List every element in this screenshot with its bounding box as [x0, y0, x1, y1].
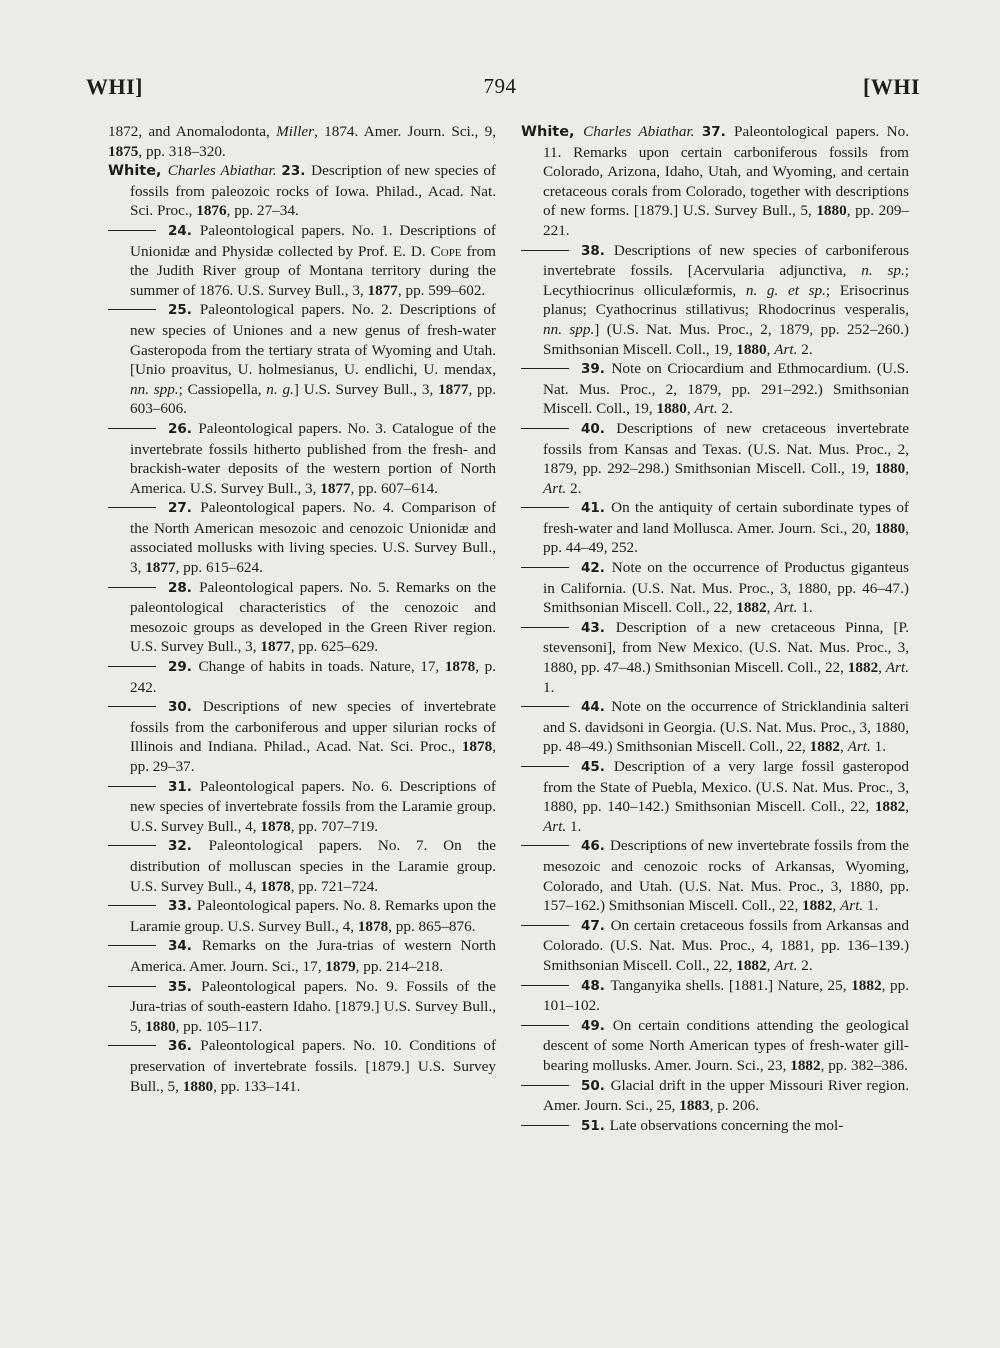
entry-text: 1872, and Anomalodonta, Miller, 1874. Amer. Journ. Sci., 9, 1875, pp. 318–320.: [108, 123, 496, 160]
bibliography-entry: [521, 916, 909, 976]
entry-text: Descriptions of new species of invertebrate fossils from the carboniferous and upper silurian rocks of Illinois and Indiana. Philad., Acad. Nat. Sci. Proc., 1878, pp. 29–37.: [130, 698, 497, 775]
right-column: [521, 122, 909, 1136]
ditto-dash: [521, 766, 569, 767]
entry-number: 23.: [281, 163, 312, 180]
ditto-dash: [521, 985, 569, 986]
entry-text: Tanganyika shells. [1881.] Nature, 25, 1882, pp. 101–102.: [543, 976, 909, 1015]
entry-text: On certain cretaceous fossils from Arkansas and Colorado. (U.S. Nat. Mus. Proc., 4, 1881, pp. 136–139.) Smithsonian Miscell. Coll., 22, 1882, Art. 2.: [543, 916, 909, 974]
entry-text: Description of a very large fossil gasteropod from the State of Puebla, Mexico. (U.S. Nat. Mus. Proc., 3, 1880, pp. 140–142.) Smithsonian Miscell. Coll., 22, 1882, Art. 1.: [543, 758, 909, 835]
ditto-dash: [108, 309, 156, 310]
bibliography-entry: [521, 419, 909, 498]
entry-number: 30.: [168, 699, 203, 716]
ditto-dash: [521, 567, 569, 568]
entry-text: On certain conditions attending the geological descent of some North American types of fresh-water gill-bearing mollusks. Amer. Journ. Sci., 23, 1882, pp. 382–386.: [543, 1016, 910, 1074]
author-name: White,: [108, 163, 168, 180]
entry-number: 26.: [168, 420, 199, 437]
entry-number: 43.: [581, 619, 616, 636]
entry-text: Note on the occurrence of Productus giganteus in California. (U.S. Nat. Mus. Proc., 3, 1880, pp. 46–47.) Smithsonian Miscell. Coll., 22, 1882, Art. 1.: [543, 559, 909, 617]
bibliography-entry: [521, 757, 909, 836]
bibliography-entry: [108, 578, 496, 657]
entry-text: Descriptions of new invertebrate fossils from the mesozoic and cenozoic rocks of Arkansas, Wyoming, Colorado, and Utah. (U.S. Nat. Mus. Proc., 3, 1880, pp. 157–162.) Smithsonian Miscell. Coll., 22, 1882, Art. 1.: [543, 837, 909, 915]
entry-number: 48.: [581, 977, 611, 994]
ditto-dash: [521, 845, 569, 846]
entry-number: 50.: [581, 1077, 611, 1094]
running-head-right: [WHI: [863, 74, 920, 99]
bibliography-entry: [108, 1036, 496, 1096]
bibliography-entry: [108, 498, 496, 577]
ditto-dash: [521, 1025, 569, 1026]
ditto-dash: [108, 666, 156, 667]
entry-text: Paleontological papers. No. 6. Descriptions of new species of invertebrate fossils from the Laramie group. U.S. Survey Bull., 4, 1878, pp. 707–719.: [130, 777, 496, 835]
entry-text: Paleontological papers. No. 1. Descriptions of Unionidæ and Physidæ collected by Prof. E. D. Cope from the Judith River group of Montana territory during the summer of 1876. U.S. Survey Bull., 3, 1877, pp. 599–602.: [130, 221, 496, 299]
entry-number: 44.: [581, 699, 612, 716]
bibliography-entry: [108, 161, 496, 221]
bibliography-entry: [108, 777, 496, 837]
entry-text: Descriptions of new cretaceous invertebrate fossils from Kansas and Texas. (U.S. Nat. Mus. Proc., 2, 1879, pp. 292–298.) Smithsonian Miscell. Coll., 19, 1880, Art. 2.: [543, 419, 909, 497]
entry-number: 28.: [168, 579, 200, 596]
ditto-dash: [108, 1045, 156, 1046]
entry-number: 37.: [701, 124, 735, 140]
entry-text: Paleontological papers. No. 10. Conditions of preservation of invertebrate fossils. [1879.] U.S. Survey Bull., 5, 1880, pp. 133–141.: [130, 1037, 497, 1095]
bibliography-entry: [108, 300, 496, 419]
bibliography-entry: [521, 558, 909, 618]
ditto-dash: [108, 986, 156, 987]
ditto-dash: [108, 945, 156, 946]
entry-number: 42.: [581, 560, 612, 577]
entry-number: 25.: [168, 302, 200, 319]
entry-text: Descriptions of new species of carboniferous invertebrate fossils. [Acervularia adjunctiva, n. sp.; Lecythiocrinus olliculæformis, n. g. et sp.; Erisocrinus planus; Cyathocrinus stillativus; Rhodocrinus vesperalis, nn. spp.] (U.S. Nat. Mus. Proc., 2, 1879, pp. 252–260.) Smithsonian Miscell. Coll., 19, 1880, Art. 2.: [543, 241, 909, 358]
bibliography-entry: [108, 221, 496, 300]
entry-text: Description of a new cretaceous Pinna, [P. stevensoni], from New Mexico. (U.S. Nat. Mus. Proc., 3, 1880, pp. 47–48.) Smithsonian Miscell. Coll., 22, 1882, Art. 1.: [543, 618, 910, 696]
entry-number: 49.: [581, 1017, 613, 1034]
author-name: White,: [521, 124, 584, 140]
entry-text: Paleontological papers. No. 3. Catalogue of the invertebrate fossils hitherto published from the fresh- and brackish-water deposits of the western portion of North America. U.S. Survey Bull., 3, 1877, pp. 607–614.: [130, 419, 496, 497]
entry-text: Glacial drift in the upper Missouri River region. Amer. Journ. Sci., 25, 1883, p. 206.: [543, 1076, 909, 1115]
bibliography-entry: [521, 1016, 909, 1076]
bibliography-entry: [108, 697, 496, 776]
bibliography-entry: [521, 498, 909, 558]
entry-text: Paleontological papers. No. 11. Remarks upon certain carboniferous fossils from Colorado, Arizona, Idaho, Utah, and Wyoming, and certain cretaceous corals from Colorado, together with descriptions of new forms. [1879.] U.S. Survey Bull., 5, 1880, pp. 209–221.: [543, 123, 910, 239]
ditto-dash: [521, 507, 569, 508]
bibliography-entry: [521, 618, 909, 697]
ditto-dash: [108, 428, 156, 429]
ditto-dash: [108, 507, 156, 508]
entry-text: Paleontological papers. No. 8. Remarks upon the Laramie group. U.S. Survey Bull., 4, 1878, pp. 865–876.: [130, 897, 496, 935]
running-head-left: WHI]: [86, 74, 143, 99]
entry-number: 38.: [581, 242, 614, 259]
ditto-dash: [521, 1085, 569, 1086]
bibliography-entry: [521, 836, 909, 915]
author-given-name: Charles Abiathar.: [167, 162, 282, 180]
page-number: 794: [483, 74, 517, 98]
entry-text: Paleontological papers. No. 4. Comparison of the North American mesozoic and cenozoic Unionidæ and associated mollusks with living species. U.S. Survey Bull., 3, 1877, pp. 615–624.: [130, 499, 496, 577]
ditto-dash: [521, 1125, 569, 1126]
entry-number: 51.: [581, 1117, 610, 1134]
bibliography-entry: [521, 122, 909, 241]
ditto-dash: [108, 905, 156, 906]
entry-text: Late observations concerning the mol-: [609, 1116, 844, 1134]
ditto-dash: [108, 845, 156, 846]
bibliography-entry: [521, 1076, 909, 1116]
bibliography-entry: [521, 1116, 909, 1137]
ditto-dash: [521, 706, 569, 707]
entry-text: Paleontological papers. No. 2. Descriptions of new species of Uniones and a new genus of fresh-water Gasteropoda from the tertiary strata of Wyoming and Utah. [Unio proavitus, U. holmesianus, U. endlichi, U. mendax, nn. spp.; Cassiopella, n. g.] U.S. Survey Bull., 3, 1877, pp. 603–606.: [130, 301, 497, 418]
entry-number: 34.: [168, 938, 202, 955]
bibliography-entry: [521, 359, 909, 419]
bibliography-entry: [108, 936, 496, 976]
entry-text: Description of new species of fossils from paleozoic rocks of Iowa. Philad., Acad. Nat. Sci. Proc., 1876, pp. 27–34.: [130, 162, 496, 220]
entry-text: Paleontological papers. No. 5. Remarks on the paleontological characteristics of the cenozoic and mesozoic groups as developed in the Green River region. U.S. Survey Bull., 3, 1877, pp. 625–629.: [130, 578, 496, 656]
entry-number: 41.: [581, 500, 612, 517]
bibliography-entry: [108, 122, 496, 161]
ditto-dash: [521, 368, 569, 369]
ditto-dash: [108, 230, 156, 231]
bibliography-entry: [108, 657, 496, 697]
entry-number: 33.: [168, 898, 197, 915]
bibliography-entry: [521, 241, 909, 360]
entry-number: 27.: [168, 500, 201, 517]
entry-text: On the antiquity of certain subordinate types of fresh-water and land Mollusca. Amer. Journ. Sci., 20, 1880, pp. 44–49, 252.: [543, 499, 909, 557]
entry-text: Paleontological papers. No. 7. On the distribution of molluscan species in the Laramie group. U.S. Survey Bull., 4, 1878, pp. 721–724.: [130, 837, 496, 895]
entry-number: 24.: [168, 222, 200, 239]
page-header: [0, 74, 1000, 114]
entry-number: 36.: [168, 1038, 201, 1055]
entry-number: 47.: [581, 917, 611, 934]
entry-number: 29.: [168, 659, 199, 676]
entry-number: 45.: [581, 759, 614, 775]
ditto-dash: [108, 786, 156, 787]
bibliography-entry: [108, 977, 496, 1037]
entry-text: Note on Criocardium and Ethmocardium. (U.S. Nat. Mus. Proc., 2, 1879, pp. 291–292.) Smithsonian Miscell. Coll., 19, 1880, Art. 2.: [543, 360, 909, 418]
ditto-dash: [521, 627, 569, 628]
ditto-dash: [108, 587, 156, 588]
entry-text: Remarks on the Jura-trias of western North America. Amer. Journ. Sci., 17, 1879, pp. 214–218.: [130, 937, 496, 975]
ditto-dash: [108, 706, 156, 707]
author-given-name: Charles Abiathar.: [583, 123, 702, 140]
entry-text: Paleontological papers. No. 9. Fossils of the Jura-trias of south-eastern Idaho. [1879.] U.S. Survey Bull., 5, 1880, pp. 105–117.: [130, 977, 496, 1035]
entry-number: 40.: [581, 420, 617, 437]
entry-text: Note on the occurrence of Stricklandinia salteri and S. davidsoni in Georgia. (U.S. Nat. Mus. Proc., 3, 1880, pp. 48–49.) Smithsonian Miscell. Coll., 22, 1882, Art. 1.: [543, 698, 909, 756]
ditto-dash: [521, 428, 569, 429]
bibliography-entry: [521, 697, 909, 757]
entry-number: 32.: [168, 838, 209, 855]
bibliography-entry: [108, 836, 496, 896]
bibliography-entry: [521, 976, 909, 1016]
entry-text: Change of habits in toads. Nature, 17, 1878, p. 242.: [130, 658, 497, 696]
ditto-dash: [521, 925, 569, 926]
left-column: [108, 122, 496, 1096]
entry-number: 31.: [168, 778, 200, 795]
entry-number: 35.: [168, 978, 202, 995]
ditto-dash: [521, 250, 569, 251]
entry-number: 39.: [581, 361, 612, 378]
bibliography-entry: [108, 896, 496, 936]
entry-number: 46.: [581, 838, 610, 855]
bibliography-entry: [108, 419, 496, 498]
